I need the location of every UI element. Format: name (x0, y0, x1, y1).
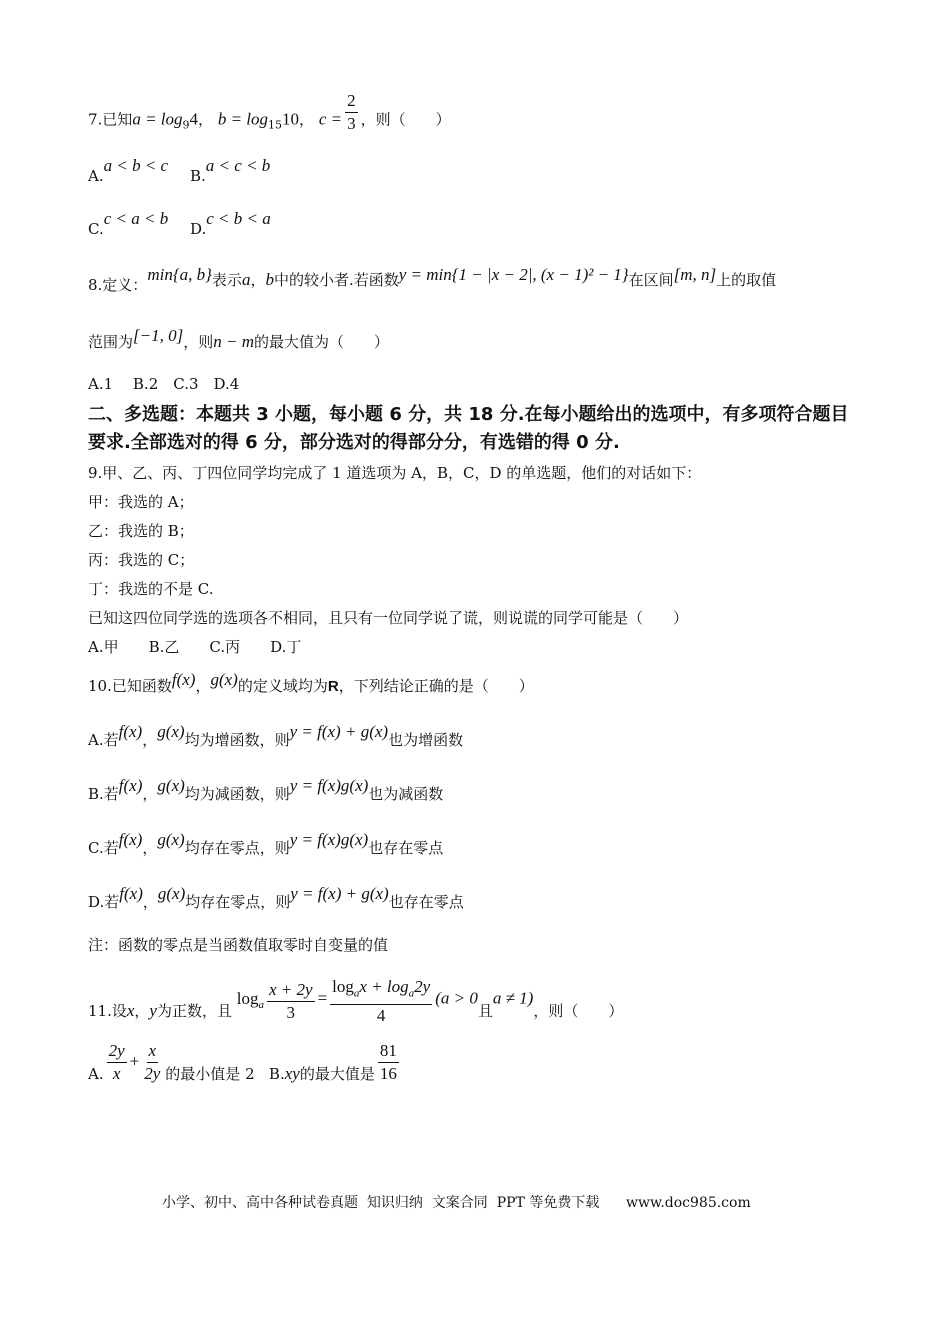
q8-stem: 8.定义：min{a, b}表示a，b中的较小者.若函数y = min{1 − |x − 2|, (x − 1)² − 1}在区间[m, n]上的取值 (88, 265, 777, 294)
q10-option-c: C.若f(x)，g(x)均存在零点，则y = f(x)g(x)也存在零点 (88, 830, 444, 857)
q10-option-b: B.若f(x)，g(x)均为减函数，则y = f(x)g(x)也为减函数 (88, 776, 444, 803)
q7-option-c: C.c < a < b (88, 209, 169, 238)
q10-note: 注：函数的零点是当函数值取零时自变量的值 (88, 936, 389, 954)
q8-options: A.1 B.2 C.3 D.4 (88, 375, 240, 393)
q10-option-a: A.若f(x)，g(x)均为增函数，则y = f(x) + g(x)也为增函数 (88, 722, 464, 749)
section-heading-line2: 要求.全部选对的得 6 分，部分选对的得部分分，有选错的得 0 分. (88, 432, 620, 453)
q7-stem: 7.已知$a = \log_94$， $b = \log_{15}10$， c = $\frac{2}{3}$ ，则（ ） (88, 91, 451, 133)
q9-statement-2: 乙：我选的 B； (88, 522, 194, 540)
q9-question: 已知这四位同学选的选项各不相同，且只有一位同学说了谎，则说谎的同学可能是（ ） (88, 609, 689, 627)
q10-stem: 10.已知函数f(x)，g(x)的定义域均为R，下列结论正确的是（ ） (88, 670, 534, 695)
q9-options: A.甲 B.乙 C.丙 D.丁 (88, 638, 302, 656)
section-heading-line1: 二、多选题：本题共 3 小题，每小题 6 分，共 18 分.在每小题给出的选项中，有多项符合题目 (88, 404, 849, 425)
q10-option-d: D.若f(x)，g(x)均存在零点，则y = f(x) + g(x)也存在零点 (88, 884, 464, 911)
q7-option-b: B.a < c < b (190, 156, 271, 185)
q9-statement-3: 丙：我选的 C； (88, 551, 195, 569)
page-footer: 小学、初中、高中各种试卷真题 知识归纳 文案合同 PPT 等免费下载 www.doc985.com (162, 1195, 751, 1211)
q8-stem-line2: 范围为[−1, 0]，则n − m的最大值为（ ） (88, 326, 389, 351)
q7-option-d: D.c < b < a (190, 209, 271, 238)
q7-option-a: A.a < b < c (88, 156, 169, 185)
q11-options: A. $\frac{2y}{x}$ + $\frac{x}{2y}$ 的最小值是 2 B.xy的最大值是 $\frac{81}{16}$ (88, 1041, 397, 1083)
q9-statement-1: 甲：我选的 A； (88, 493, 194, 511)
q11-stem: 11.设x，y为正数，且 $\log_a$ $\frac{x + 2y}{3}$ = $\frac{\log_ax + \log_a2y}{4}$ (a > 0且a ≠ 1)，则（ ） (88, 977, 624, 1026)
q9-stem: 9.甲、乙、丙、丁四位同学均完成了 1 道选项为 A，B，C，D 的单选题，他们的对话如下： (88, 464, 702, 482)
q9-statement-4: 丁：我选的不是 C. (88, 580, 214, 598)
